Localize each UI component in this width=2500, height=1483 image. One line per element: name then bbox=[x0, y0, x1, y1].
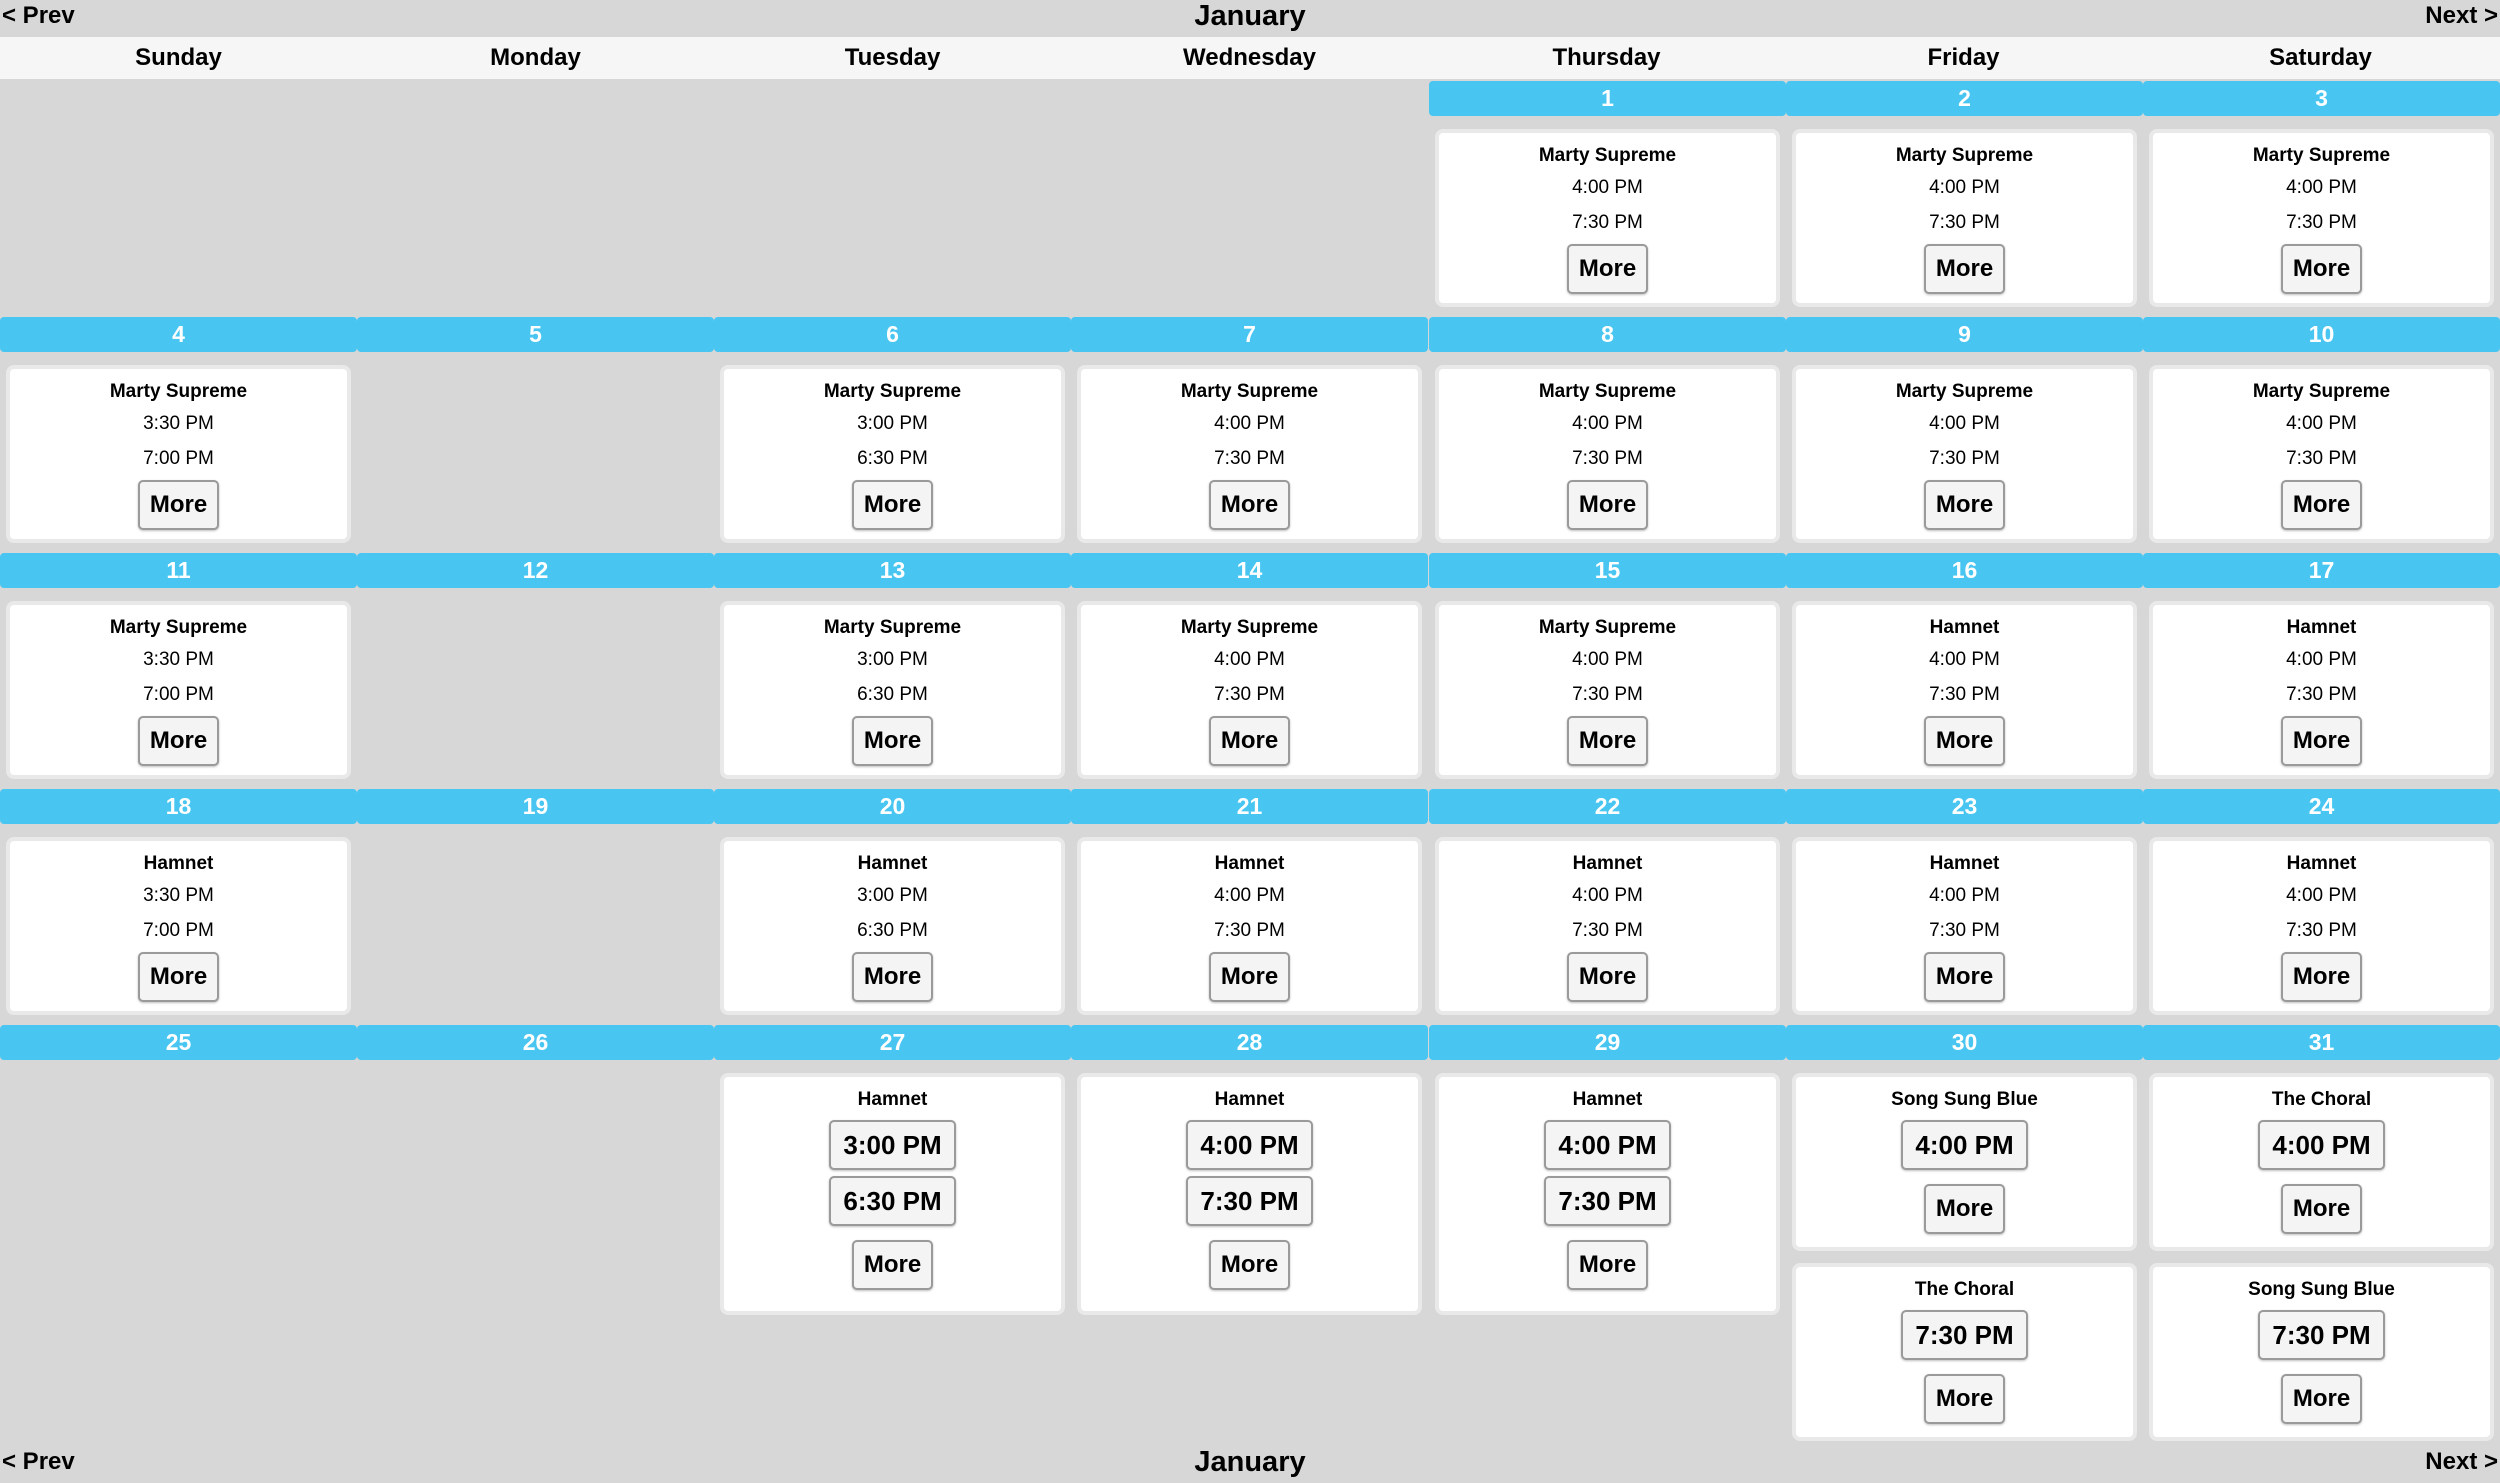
showtime-text: 7:30 PM bbox=[2286, 448, 2357, 469]
more-button[interactable]: More bbox=[852, 480, 933, 530]
showtime-card bbox=[1077, 601, 1422, 779]
more-button[interactable]: More bbox=[1567, 244, 1648, 294]
showtime-text: 4:00 PM bbox=[1214, 885, 1285, 906]
showtime-text: 3:30 PM bbox=[143, 885, 214, 906]
film-title: Hamnet bbox=[857, 1089, 928, 1110]
showtime-text: 4:00 PM bbox=[1929, 649, 2000, 670]
showtime-card bbox=[1077, 365, 1422, 543]
more-button[interactable]: More bbox=[2281, 244, 2362, 294]
film-title: Hamnet bbox=[1929, 617, 2000, 638]
day-number: 8 bbox=[1429, 317, 1786, 352]
showtime-card bbox=[1792, 129, 2137, 307]
film-title: Marty Supreme bbox=[2252, 381, 2391, 402]
day-number: 31 bbox=[2143, 1025, 2500, 1060]
day-number: 9 bbox=[1786, 317, 2143, 352]
day-number: 12 bbox=[357, 553, 714, 588]
more-button[interactable]: More bbox=[1209, 480, 1290, 530]
film-title: Hamnet bbox=[1572, 1089, 1643, 1110]
showtime-card bbox=[1435, 601, 1780, 779]
day-number: 2 bbox=[1786, 81, 2143, 116]
film-title: Hamnet bbox=[2286, 617, 2357, 638]
film-title: Marty Supreme bbox=[823, 617, 962, 638]
more-button[interactable]: More bbox=[1209, 1240, 1290, 1290]
showtime-text: 7:30 PM bbox=[1929, 684, 2000, 705]
showtime-card bbox=[1792, 837, 2137, 1015]
showtime-button[interactable]: 3:00 PM bbox=[829, 1120, 955, 1170]
day-number: 20 bbox=[714, 789, 1071, 824]
weekday-saturday: Saturday bbox=[2269, 44, 2372, 71]
more-button[interactable]: More bbox=[2281, 1184, 2362, 1234]
month-title: January bbox=[1194, 0, 1306, 32]
showtime-text: 7:30 PM bbox=[2286, 920, 2357, 941]
showtime-card bbox=[2149, 1073, 2494, 1251]
showtime-text: 4:00 PM bbox=[1572, 413, 1643, 434]
day-number: 17 bbox=[2143, 553, 2500, 588]
film-title: Hamnet bbox=[1214, 1089, 1285, 1110]
film-title: Marty Supreme bbox=[2252, 145, 2391, 166]
film-title: The Choral bbox=[2271, 1089, 2372, 1110]
showtime-card bbox=[1792, 601, 2137, 779]
showtime-button[interactable]: 7:30 PM bbox=[1186, 1176, 1312, 1226]
film-title: Marty Supreme bbox=[823, 381, 962, 402]
day-number: 1 bbox=[1429, 81, 1786, 116]
weekday-friday: Friday bbox=[1927, 44, 2000, 71]
showtime-card bbox=[1792, 365, 2137, 543]
more-button[interactable]: More bbox=[2281, 952, 2362, 1002]
showtime-button[interactable]: 7:30 PM bbox=[2258, 1310, 2384, 1360]
weekday-wednesday: Wednesday bbox=[1183, 44, 1316, 71]
more-button[interactable]: More bbox=[1924, 716, 2005, 766]
prev-month-link-bottom[interactable]: < Prev bbox=[2, 1448, 75, 1475]
showtime-text: 7:00 PM bbox=[143, 448, 214, 469]
showtime-text: 4:00 PM bbox=[1572, 177, 1643, 198]
more-button[interactable]: More bbox=[2281, 480, 2362, 530]
showtime-text: 4:00 PM bbox=[1572, 885, 1643, 906]
film-title: Hamnet bbox=[1929, 853, 2000, 874]
showtime-card bbox=[6, 837, 351, 1015]
showtime-text: 6:30 PM bbox=[857, 448, 928, 469]
day-number: 10 bbox=[2143, 317, 2500, 352]
day-number: 29 bbox=[1429, 1025, 1786, 1060]
more-button[interactable]: More bbox=[1567, 716, 1648, 766]
showtime-card bbox=[1792, 1073, 2137, 1251]
film-title: Hamnet bbox=[857, 853, 928, 874]
showtime-text: 3:00 PM bbox=[857, 649, 928, 670]
showtime-card bbox=[2149, 601, 2494, 779]
showtime-text: 3:00 PM bbox=[857, 885, 928, 906]
showtime-text: 6:30 PM bbox=[857, 920, 928, 941]
next-month-link-bottom[interactable]: Next > bbox=[2425, 1448, 2498, 1475]
bottom-navigation bbox=[0, 1446, 2500, 1480]
showtime-card bbox=[1792, 1263, 2137, 1441]
more-button[interactable]: More bbox=[852, 952, 933, 1002]
more-button[interactable]: More bbox=[138, 480, 219, 530]
showtime-text: 7:30 PM bbox=[1929, 448, 2000, 469]
showtime-text: 4:00 PM bbox=[1572, 649, 1643, 670]
showtime-text: 7:30 PM bbox=[1214, 684, 1285, 705]
more-button[interactable]: More bbox=[852, 716, 933, 766]
day-number: 11 bbox=[0, 553, 357, 588]
showtime-text: 4:00 PM bbox=[1214, 649, 1285, 670]
film-title: The Choral bbox=[1914, 1279, 2015, 1300]
top-navigation bbox=[0, 0, 2500, 34]
day-number: 3 bbox=[2143, 81, 2500, 116]
showtime-card bbox=[720, 1073, 1065, 1315]
showtime-text: 7:30 PM bbox=[1572, 212, 1643, 233]
month-title-bottom: January bbox=[1194, 1446, 1306, 1478]
more-button[interactable]: More bbox=[852, 1240, 933, 1290]
film-title: Hamnet bbox=[2286, 853, 2357, 874]
showtime-card bbox=[2149, 1263, 2494, 1441]
day-number: 7 bbox=[1071, 317, 1428, 352]
prev-month-link[interactable]: < Prev bbox=[2, 2, 75, 29]
showtime-text: 7:30 PM bbox=[2286, 684, 2357, 705]
more-button[interactable]: More bbox=[1567, 1240, 1648, 1290]
showtime-text: 4:00 PM bbox=[1929, 177, 2000, 198]
more-button[interactable]: More bbox=[1924, 1184, 2005, 1234]
showtime-card bbox=[1077, 1073, 1422, 1315]
day-number: 24 bbox=[2143, 789, 2500, 824]
day-number: 27 bbox=[714, 1025, 1071, 1060]
showtime-text: 7:30 PM bbox=[1572, 920, 1643, 941]
more-button[interactable]: More bbox=[1924, 1374, 2005, 1424]
showtime-card bbox=[720, 837, 1065, 1015]
showtime-text: 4:00 PM bbox=[1214, 413, 1285, 434]
showtime-text: 7:30 PM bbox=[1929, 920, 2000, 941]
showtime-text: 7:30 PM bbox=[1214, 448, 1285, 469]
film-title: Marty Supreme bbox=[1180, 381, 1319, 402]
more-button[interactable]: More bbox=[138, 716, 219, 766]
showtime-text: 7:00 PM bbox=[143, 684, 214, 705]
showtime-button[interactable]: 7:30 PM bbox=[1544, 1176, 1670, 1226]
more-button[interactable]: More bbox=[1924, 480, 2005, 530]
day-number: 25 bbox=[0, 1025, 357, 1060]
day-number: 4 bbox=[0, 317, 357, 352]
showtime-button[interactable]: 6:30 PM bbox=[829, 1176, 955, 1226]
film-title: Hamnet bbox=[143, 853, 214, 874]
film-title: Song Sung Blue bbox=[1891, 1089, 2038, 1110]
day-number: 14 bbox=[1071, 553, 1428, 588]
showtime-text: 7:30 PM bbox=[1572, 448, 1643, 469]
showtime-card bbox=[720, 365, 1065, 543]
film-title: Marty Supreme bbox=[1538, 617, 1677, 638]
showtime-text: 4:00 PM bbox=[2286, 649, 2357, 670]
showtime-card bbox=[1435, 1073, 1780, 1315]
more-button[interactable]: More bbox=[1209, 952, 1290, 1002]
day-number: 13 bbox=[714, 553, 1071, 588]
film-title: Marty Supreme bbox=[1895, 145, 2034, 166]
showtime-text: 4:00 PM bbox=[2286, 413, 2357, 434]
showtime-card bbox=[1435, 129, 1780, 307]
showtime-card bbox=[1435, 837, 1780, 1015]
day-number: 23 bbox=[1786, 789, 2143, 824]
film-title: Marty Supreme bbox=[1538, 145, 1677, 166]
day-number: 21 bbox=[1071, 789, 1428, 824]
showtime-text: 4:00 PM bbox=[1929, 413, 2000, 434]
film-title: Marty Supreme bbox=[1538, 381, 1677, 402]
showtime-card bbox=[2149, 365, 2494, 543]
showtime-text: 7:30 PM bbox=[2286, 212, 2357, 233]
more-button[interactable]: More bbox=[2281, 1374, 2362, 1424]
more-button[interactable]: More bbox=[1567, 480, 1648, 530]
day-number: 18 bbox=[0, 789, 357, 824]
more-button[interactable]: More bbox=[2281, 716, 2362, 766]
day-number: 15 bbox=[1429, 553, 1786, 588]
day-number: 22 bbox=[1429, 789, 1786, 824]
film-title: Marty Supreme bbox=[1180, 617, 1319, 638]
more-button[interactable]: More bbox=[138, 952, 219, 1002]
showtime-button[interactable]: 4:00 PM bbox=[1544, 1120, 1670, 1170]
weekday-tuesday: Tuesday bbox=[844, 44, 941, 71]
showtime-card bbox=[6, 365, 351, 543]
weekday-thursday: Thursday bbox=[1552, 44, 1661, 71]
film-title: Marty Supreme bbox=[109, 617, 248, 638]
showtime-card bbox=[6, 601, 351, 779]
day-number: 30 bbox=[1786, 1025, 2143, 1060]
film-title: Marty Supreme bbox=[1895, 381, 2034, 402]
day-number: 6 bbox=[714, 317, 1071, 352]
day-number: 19 bbox=[357, 789, 714, 824]
showtime-text: 3:00 PM bbox=[857, 413, 928, 434]
film-title: Song Sung Blue bbox=[2248, 1279, 2395, 1300]
showtime-card bbox=[720, 601, 1065, 779]
showtime-text: 4:00 PM bbox=[1929, 885, 2000, 906]
weekday-header bbox=[0, 37, 2500, 79]
more-button[interactable]: More bbox=[1209, 716, 1290, 766]
more-button[interactable]: More bbox=[1924, 244, 2005, 294]
showtime-button[interactable]: 4:00 PM bbox=[1901, 1120, 2027, 1170]
showtime-text: 7:30 PM bbox=[1214, 920, 1285, 941]
showtime-button[interactable]: 4:00 PM bbox=[2258, 1120, 2384, 1170]
more-button[interactable]: More bbox=[1924, 952, 2005, 1002]
showtime-text: 3:30 PM bbox=[143, 413, 214, 434]
film-title: Hamnet bbox=[1572, 853, 1643, 874]
day-number: 28 bbox=[1071, 1025, 1428, 1060]
showtime-card bbox=[1435, 365, 1780, 543]
showtime-text: 7:30 PM bbox=[1572, 684, 1643, 705]
showtime-text: 3:30 PM bbox=[143, 649, 214, 670]
showtime-card bbox=[2149, 837, 2494, 1015]
next-month-link[interactable]: Next > bbox=[2425, 2, 2498, 29]
showtime-card bbox=[1077, 837, 1422, 1015]
more-button[interactable]: More bbox=[1567, 952, 1648, 1002]
showtime-button[interactable]: 7:30 PM bbox=[1901, 1310, 2027, 1360]
showtime-text: 4:00 PM bbox=[2286, 885, 2357, 906]
film-title: Marty Supreme bbox=[109, 381, 248, 402]
showtime-card bbox=[2149, 129, 2494, 307]
film-title: Hamnet bbox=[1214, 853, 1285, 874]
weekday-sunday: Sunday bbox=[135, 44, 222, 71]
showtime-text: 7:00 PM bbox=[143, 920, 214, 941]
day-number: 26 bbox=[357, 1025, 714, 1060]
showtime-text: 4:00 PM bbox=[2286, 177, 2357, 198]
showtime-text: 6:30 PM bbox=[857, 684, 928, 705]
showtime-text: 7:30 PM bbox=[1929, 212, 2000, 233]
showtime-button[interactable]: 4:00 PM bbox=[1186, 1120, 1312, 1170]
day-number: 16 bbox=[1786, 553, 2143, 588]
day-number: 5 bbox=[357, 317, 714, 352]
weekday-monday: Monday bbox=[490, 44, 581, 71]
